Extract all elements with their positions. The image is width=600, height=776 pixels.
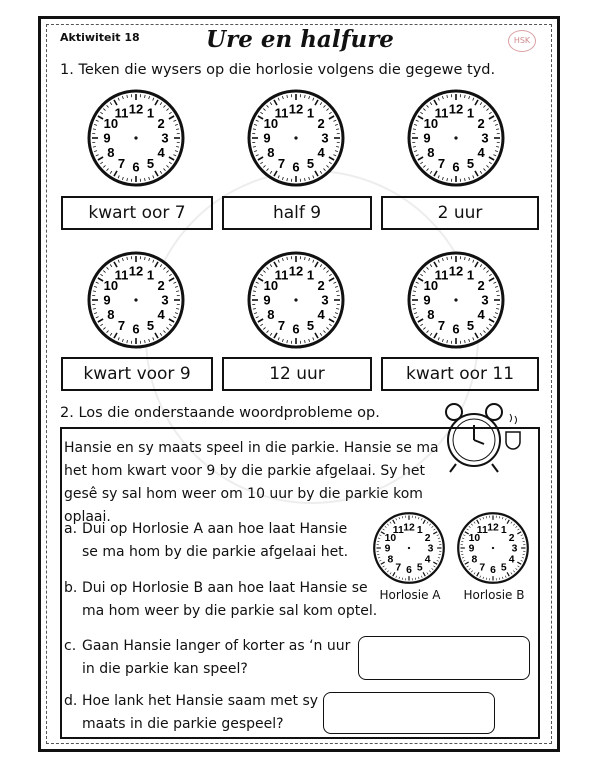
clock-number: 10 bbox=[384, 532, 397, 544]
story-line: het hom kwart voor 9 by die parkie afgelaai. Sy het bbox=[64, 463, 425, 479]
clock-number: 5 bbox=[500, 562, 507, 574]
clock-number: 8 bbox=[267, 145, 275, 161]
question-a bbox=[64, 518, 348, 564]
question-text: ma hom weer by die parkie sal kom optel. bbox=[82, 603, 378, 619]
clock-svg bbox=[86, 250, 186, 350]
clock-number: 8 bbox=[471, 554, 478, 566]
clock-svg bbox=[406, 250, 506, 350]
clock-number: 6 bbox=[132, 159, 140, 175]
clock-number: 6 bbox=[292, 159, 300, 175]
clock-number: 5 bbox=[306, 317, 315, 333]
clock-number: 7 bbox=[437, 317, 446, 333]
clock-number: 10 bbox=[263, 116, 279, 132]
clock-number: 2 bbox=[424, 532, 431, 544]
clock-number: 7 bbox=[277, 155, 286, 171]
clock-face-3[interactable] bbox=[406, 88, 506, 188]
question-text: in die parkie kan speel? bbox=[82, 661, 248, 677]
clock-number: 8 bbox=[387, 554, 394, 566]
clock-number: 8 bbox=[427, 145, 435, 161]
clock-center bbox=[454, 298, 457, 301]
clock-number: 10 bbox=[423, 116, 439, 132]
page-title: Ure en halfure bbox=[206, 26, 394, 53]
clock-number: 2 bbox=[317, 278, 325, 294]
clock-number: 12 bbox=[403, 522, 415, 534]
clock-svg bbox=[372, 511, 446, 585]
clock-number: 2 bbox=[317, 116, 325, 132]
clock-number: 8 bbox=[267, 307, 275, 323]
clock-center bbox=[408, 547, 410, 549]
clock-face-1[interactable] bbox=[86, 88, 186, 188]
clock-number: 10 bbox=[103, 278, 119, 294]
clock-number: 12 bbox=[288, 101, 304, 117]
time-box-1: kwart oor 7 bbox=[61, 196, 213, 230]
clock-number: 7 bbox=[117, 155, 126, 171]
clock-svg bbox=[456, 511, 530, 585]
clock-number: 4 bbox=[157, 145, 165, 161]
question-text: Hoe lank het Hansie saam met sy bbox=[82, 693, 319, 709]
clock-number: 1 bbox=[146, 267, 155, 283]
clock-number: 3 bbox=[321, 292, 329, 308]
clock-number: 9 bbox=[263, 130, 271, 146]
clock-number: 12 bbox=[487, 522, 499, 534]
clock-number: 7 bbox=[437, 155, 446, 171]
question-d bbox=[64, 690, 318, 736]
clock-number: 9 bbox=[468, 543, 475, 555]
clock-number: 8 bbox=[107, 307, 115, 323]
clock-b[interactable] bbox=[456, 511, 530, 585]
clock-number: 11 bbox=[274, 267, 289, 283]
clock-number: 11 bbox=[434, 105, 449, 121]
clock-number: 7 bbox=[479, 562, 486, 574]
clock-number: 11 bbox=[434, 267, 449, 283]
clock-center bbox=[294, 136, 297, 139]
time-box-3: 2 uur bbox=[381, 196, 539, 230]
clock-number: 9 bbox=[423, 130, 431, 146]
clock-number: 10 bbox=[103, 116, 119, 132]
clock-number: 10 bbox=[468, 532, 481, 544]
clock-number: 7 bbox=[395, 562, 402, 574]
time-box-6: kwart oor 11 bbox=[381, 357, 539, 391]
clock-number: 12 bbox=[448, 263, 464, 279]
clock-number: 5 bbox=[306, 155, 315, 171]
clock-svg bbox=[406, 88, 506, 188]
time-box-4: kwart voor 9 bbox=[61, 357, 213, 391]
clock-number: 10 bbox=[423, 278, 439, 294]
clock-number: 5 bbox=[416, 562, 423, 574]
clock-number: 12 bbox=[288, 263, 304, 279]
clock-number: 1 bbox=[306, 267, 315, 283]
clock-face-4[interactable] bbox=[86, 250, 186, 350]
clock-number: 4 bbox=[424, 554, 431, 566]
clock-number: 4 bbox=[317, 307, 325, 323]
clock-number: 1 bbox=[500, 525, 507, 537]
logo: HSK bbox=[508, 30, 536, 52]
clock-number: 9 bbox=[384, 543, 391, 555]
clock-center bbox=[294, 298, 297, 301]
answer-box-c[interactable] bbox=[358, 636, 530, 680]
clock-number: 1 bbox=[146, 105, 155, 121]
question-text: Dui op Horlosie A aan hoe laat Hansie bbox=[82, 521, 348, 537]
clock-number: 12 bbox=[448, 101, 464, 117]
clock-a-caption: Horlosie A bbox=[379, 588, 441, 602]
clock-number: 2 bbox=[508, 532, 515, 544]
clock-number: 3 bbox=[481, 292, 489, 308]
clock-center bbox=[134, 298, 137, 301]
clock-number: 7 bbox=[277, 317, 286, 333]
question-label: c. bbox=[64, 638, 77, 654]
clock-number: 3 bbox=[161, 130, 169, 146]
clock-number: 1 bbox=[466, 105, 475, 121]
clock-number: 5 bbox=[466, 317, 475, 333]
clock-svg bbox=[246, 88, 346, 188]
question-c bbox=[64, 635, 350, 681]
clock-number: 4 bbox=[477, 307, 485, 323]
clock-number: 6 bbox=[452, 159, 460, 175]
clock-center bbox=[134, 136, 137, 139]
clock-number: 3 bbox=[481, 130, 489, 146]
story-line: Hansie en sy maats speel in die parkie. Hansie se ma bbox=[64, 440, 439, 456]
clock-svg bbox=[86, 88, 186, 188]
clock-center bbox=[492, 547, 494, 549]
clock-number: 9 bbox=[263, 292, 271, 308]
clock-center bbox=[454, 136, 457, 139]
clock-number: 11 bbox=[114, 105, 129, 121]
clock-number: 12 bbox=[128, 101, 144, 117]
question-text: se ma hom by die parkie afgelaai het. bbox=[82, 544, 349, 560]
clock-face-5[interactable] bbox=[246, 250, 346, 350]
clock-number: 3 bbox=[321, 130, 329, 146]
question-label: d. bbox=[64, 693, 78, 709]
clock-number: 2 bbox=[477, 278, 485, 294]
question-text: Gaan Hansie langer of korter as ‘n uur bbox=[82, 638, 351, 654]
clock-number: 4 bbox=[317, 145, 325, 161]
clock-number: 10 bbox=[263, 278, 279, 294]
clock-number: 4 bbox=[157, 307, 165, 323]
question-text: maats in die parkie gespeel? bbox=[82, 716, 284, 732]
clock-number: 9 bbox=[103, 130, 111, 146]
clock-number: 2 bbox=[157, 278, 165, 294]
clock-number: 6 bbox=[132, 321, 140, 337]
clock-number: 9 bbox=[103, 292, 111, 308]
clock-number: 4 bbox=[508, 554, 515, 566]
clock-number: 9 bbox=[423, 292, 431, 308]
answer-box-d[interactable] bbox=[323, 692, 495, 734]
clock-number: 11 bbox=[274, 105, 289, 121]
clock-number: 5 bbox=[466, 155, 475, 171]
clock-number: 1 bbox=[416, 525, 423, 537]
clock-face-6[interactable] bbox=[406, 250, 506, 350]
clock-a[interactable] bbox=[372, 511, 446, 585]
clock-number: 8 bbox=[107, 145, 115, 161]
clock-number: 1 bbox=[466, 267, 475, 283]
section2-instruction: 2. Los die onderstaande woordprobleme op. bbox=[60, 405, 380, 421]
clock-number: 5 bbox=[146, 155, 155, 171]
clock-number: 3 bbox=[511, 543, 518, 555]
activity-label: Aktiwiteit 18 bbox=[60, 31, 140, 44]
clock-number: 4 bbox=[477, 145, 485, 161]
clock-number: 11 bbox=[114, 267, 129, 283]
clock-number: 11 bbox=[392, 525, 404, 537]
clock-number: 3 bbox=[427, 543, 434, 555]
clock-b-caption: Horlosie B bbox=[463, 588, 525, 602]
clock-number: 6 bbox=[452, 321, 460, 337]
clock-svg bbox=[246, 250, 346, 350]
time-box-5: 12 uur bbox=[222, 357, 372, 391]
question-text: Dui op Horlosie B aan hoe laat Hansie se bbox=[82, 580, 368, 596]
clock-number: 5 bbox=[146, 317, 155, 333]
clock-number: 3 bbox=[161, 292, 169, 308]
clock-number: 6 bbox=[292, 321, 300, 337]
question-label: a. bbox=[64, 521, 78, 537]
clock-number: 6 bbox=[406, 565, 412, 577]
question-b bbox=[64, 577, 377, 623]
clock-number: 11 bbox=[476, 525, 488, 537]
question-label: b. bbox=[64, 580, 78, 596]
clock-number: 2 bbox=[477, 116, 485, 132]
time-box-2: half 9 bbox=[222, 196, 372, 230]
clock-face-2[interactable] bbox=[246, 88, 346, 188]
story-line: gesê sy sal hom weer om 10 uur by die parkie kom oplaai. bbox=[64, 486, 423, 525]
clock-number: 8 bbox=[427, 307, 435, 323]
clock-number: 6 bbox=[490, 565, 496, 577]
clock-number: 2 bbox=[157, 116, 165, 132]
section1-instruction: 1. Teken die wysers op die horlosie volgens die gegewe tyd. bbox=[60, 62, 496, 78]
clock-number: 1 bbox=[306, 105, 315, 121]
clock-number: 7 bbox=[117, 317, 126, 333]
clock-number: 12 bbox=[128, 263, 144, 279]
